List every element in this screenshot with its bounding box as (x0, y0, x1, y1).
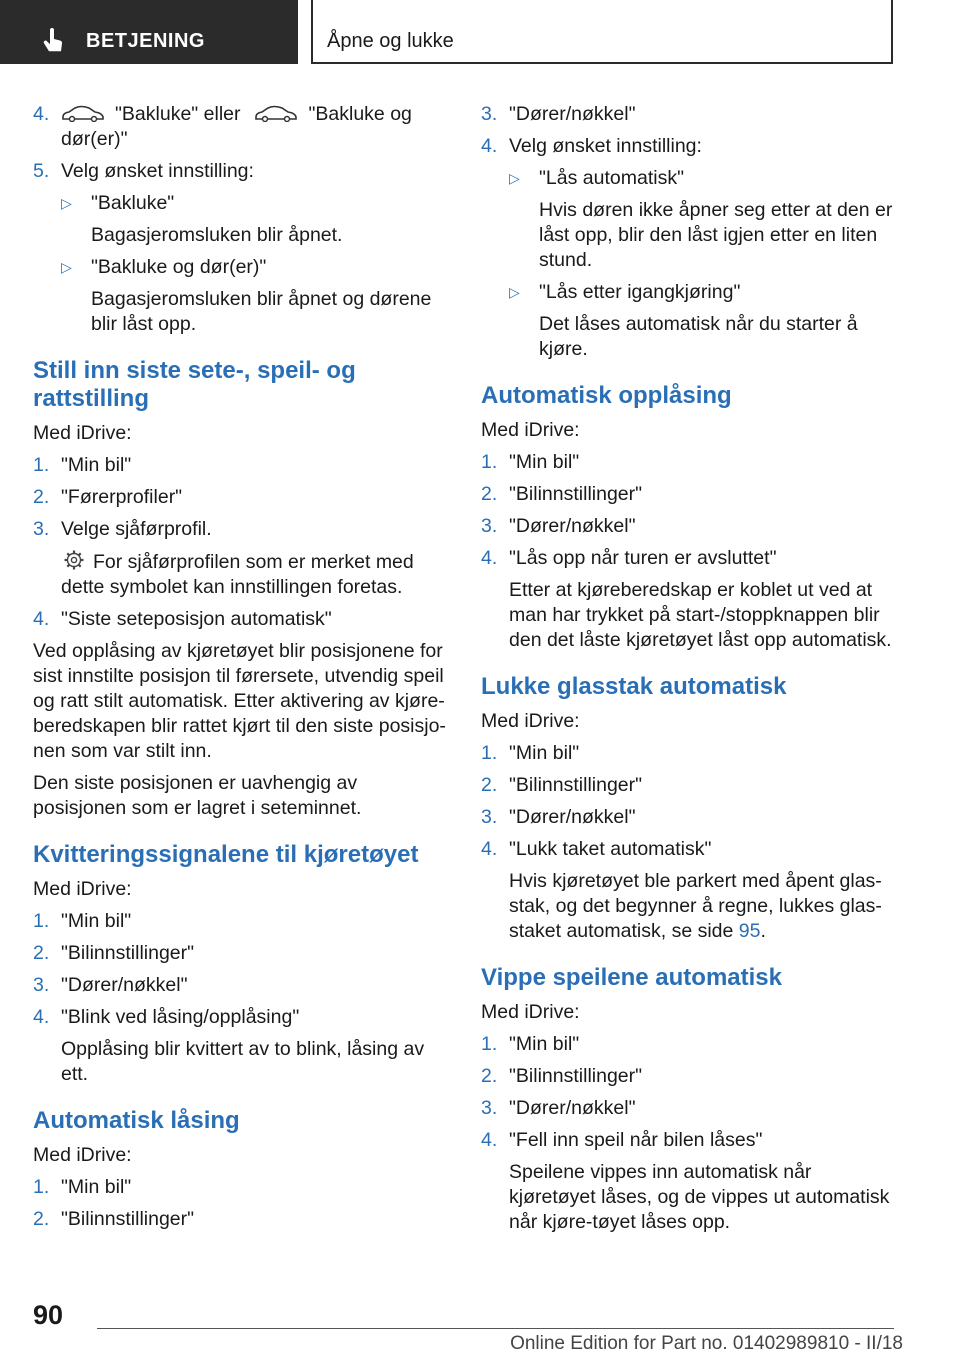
list-item (33, 159, 448, 184)
list-item (33, 1207, 448, 1232)
step-number: 3. (481, 806, 498, 828)
step-text: "Bilinnstillinger" (61, 942, 195, 964)
step-number: 2. (481, 483, 498, 505)
option-label: "Bakluke" (91, 192, 175, 214)
intro-text: Med iDrive: (33, 422, 132, 444)
footer-divider (97, 1328, 894, 1329)
chapter-tab (0, 0, 298, 64)
list-item (481, 1128, 901, 1153)
step-number: 3. (481, 515, 498, 537)
list-item (481, 1032, 901, 1057)
step-number: 4. (33, 608, 50, 630)
step-description: Hvis kjøretøyet ble parkert med åpent glas-stak, og det begynner å regne, lukkes glas-staket automatisk, se side 95. (509, 870, 882, 942)
list-item (33, 102, 448, 152)
body-paragraph: Den siste posisjonen er uavhengig av posisjonen som er lagret i seteminnet. (33, 772, 362, 819)
step-number: 2. (33, 486, 50, 508)
section-heading: Automatisk opplåsing (481, 382, 732, 409)
step-number: 1. (33, 1176, 50, 1198)
step-text: "Dører/nøkkel" (61, 974, 188, 996)
step-text: "Min bil" (61, 910, 132, 932)
step-text: "Bilinnstillinger" (509, 483, 643, 505)
intro-text: Med iDrive: (33, 878, 132, 900)
step-description: Opplåsing blir kvittert av to blink, låsing av ett. (61, 1038, 425, 1085)
step-text: "Dører/nøkkel" (509, 515, 636, 537)
list-item (481, 450, 901, 475)
step-number: 2. (33, 942, 50, 964)
section-heading: Automatisk låsing (33, 1107, 240, 1134)
step-number: 5. (33, 160, 50, 182)
page-title: Åpne og lukke (327, 30, 454, 52)
option-item (509, 280, 901, 305)
option-item (61, 191, 448, 216)
step-number: 2. (481, 774, 498, 796)
list-item (33, 1175, 448, 1200)
option-description: Det låses automatisk når du starter å kjøre. (539, 313, 858, 360)
list-item (33, 453, 448, 478)
option-description: Bagasjeromsluken blir åpnet og dørene blir låst opp. (91, 288, 432, 335)
page-link[interactable]: 95 (738, 920, 761, 942)
note-text: For sjåførprofilen som er merket med dette symbolet kan innstillingen foretas. (61, 551, 414, 598)
option-item (509, 166, 901, 191)
step-number: 1. (481, 451, 498, 473)
step-text: "Min bil" (61, 1176, 132, 1198)
body-paragraph: Ved opplåsing av kjøretøyet blir posisjonene for sist innstilte posisjon til førersete, utvendig speil og ratt stilt automatisk. Etter aktivering av kjøre-beredskapen blir rattet kjørt til den siste posisjo-nen som var stilt inn. (33, 640, 446, 762)
step-number: 3. (33, 974, 50, 996)
step-text: "Min bil" (61, 454, 132, 476)
step-text: "Bakluke og dør(er)" (61, 103, 412, 150)
page-number: 90 (33, 1300, 64, 1330)
step-number: 1. (481, 1033, 498, 1055)
step-description: Speilene vippes inn automatisk når kjøretøyet låses, og de vippes ut automatisk når kjøre-tøyet låses opp. (509, 1161, 890, 1233)
section-heading: Kvitteringssignalene til kjøretøyet (33, 841, 419, 868)
list-item (33, 485, 448, 510)
step-text: "Dører/nøkkel" (509, 103, 636, 125)
step-text: Velg ønsket innstilling: (61, 160, 254, 182)
step-number: 3. (33, 518, 50, 540)
triangle-bullet-icon: ▷ (509, 170, 520, 186)
list-item (481, 1064, 901, 1089)
list-item (481, 741, 901, 766)
list-item (481, 773, 901, 798)
triangle-bullet-icon: ▷ (509, 284, 520, 300)
triangle-bullet-icon: ▷ (61, 259, 72, 275)
step-text: "Bilinnstillinger" (509, 774, 643, 796)
step-number: 4. (481, 838, 498, 860)
step-text: "Lås opp når turen er avsluttet" (509, 547, 777, 569)
list-item (33, 941, 448, 966)
list-item (481, 546, 901, 571)
step-number: 4. (33, 1006, 50, 1028)
step-text: "Dører/nøkkel" (509, 806, 636, 828)
step-text: "Bilinnstillinger" (61, 1208, 195, 1230)
intro-text: Med iDrive: (481, 419, 580, 441)
chapter-label: BETJENING (86, 30, 205, 52)
option-label: "Lås etter igangkjøring" (539, 281, 741, 303)
step-text: "Bilinnstillinger" (509, 1065, 643, 1087)
option-item (61, 255, 448, 280)
list-item (481, 134, 901, 159)
step-text: Velge sjåførprofil. (61, 518, 212, 540)
step-text: "Lukk taket automatisk" (509, 838, 712, 860)
step-number: 3. (481, 1097, 498, 1119)
list-item (33, 973, 448, 998)
list-item (481, 1096, 901, 1121)
left-column (33, 102, 448, 1239)
step-description: Etter at kjøreberedskap er koblet ut ved at man har trykket på start-/stoppknappen blir den det låste kjøretøyet låst opp automatisk. (509, 579, 892, 651)
section-heading: Lukke glasstak automatisk (481, 673, 787, 700)
step-number: 4. (481, 135, 498, 157)
list-item (33, 517, 448, 542)
intro-text: Med iDrive: (481, 1001, 580, 1023)
step-number: 1. (33, 910, 50, 932)
step-text: "Min bil" (509, 1033, 580, 1055)
step-number: 2. (481, 1065, 498, 1087)
step-text: Velg ønsket innstilling: (509, 135, 702, 157)
list-item (33, 1005, 448, 1030)
step-text: "Bakluke" eller (115, 103, 241, 125)
intro-text: Med iDrive: (481, 710, 580, 732)
page-header (311, 0, 893, 64)
step-number: 4. (481, 547, 498, 569)
step-text: "Min bil" (509, 742, 580, 764)
step-number: 1. (33, 454, 50, 476)
section-heading: Still inn siste sete-, speil- og rattstilling (33, 357, 356, 412)
list-item (481, 837, 901, 862)
step-number: 2. (33, 1208, 50, 1230)
footer-edition: Online Edition for Part no. 01402989810 - II/18 (510, 1333, 903, 1354)
option-description: Bagasjeromsluken blir åpnet. (91, 224, 343, 246)
right-column (481, 102, 901, 1242)
option-label: "Lås automatisk" (539, 167, 684, 189)
intro-text: Med iDrive: (33, 1144, 132, 1166)
list-item (481, 805, 901, 830)
list-item (481, 482, 901, 507)
hand-pointer-icon (42, 28, 66, 54)
list-item (481, 514, 901, 539)
step-text: "Siste seteposisjon automatisk" (61, 608, 332, 630)
step-text: "Dører/nøkkel" (509, 1097, 636, 1119)
section-heading: Vippe speilene automatisk (481, 964, 782, 991)
list-item (33, 607, 448, 632)
list-item (33, 909, 448, 934)
option-description: Hvis døren ikke åpner seg etter at den er låst opp, blir den låst igjen etter en liten stund. (539, 199, 893, 271)
option-label: "Bakluke og dør(er)" (91, 256, 267, 278)
step-text: "Fell inn speil når bilen låses" (509, 1129, 763, 1151)
gear-icon (63, 549, 85, 571)
step-text: "Førerprofiler" (61, 486, 183, 508)
step-number: 4. (33, 103, 50, 125)
step-text: "Blink ved låsing/opplåsing" (61, 1006, 300, 1028)
step-text: "Min bil" (509, 451, 580, 473)
step-number: 4. (481, 1129, 498, 1151)
list-item (481, 102, 901, 127)
car-icon (254, 104, 298, 122)
car-icon (61, 104, 105, 122)
step-number: 1. (481, 742, 498, 764)
triangle-bullet-icon: ▷ (61, 195, 72, 211)
step-number: 3. (481, 103, 498, 125)
